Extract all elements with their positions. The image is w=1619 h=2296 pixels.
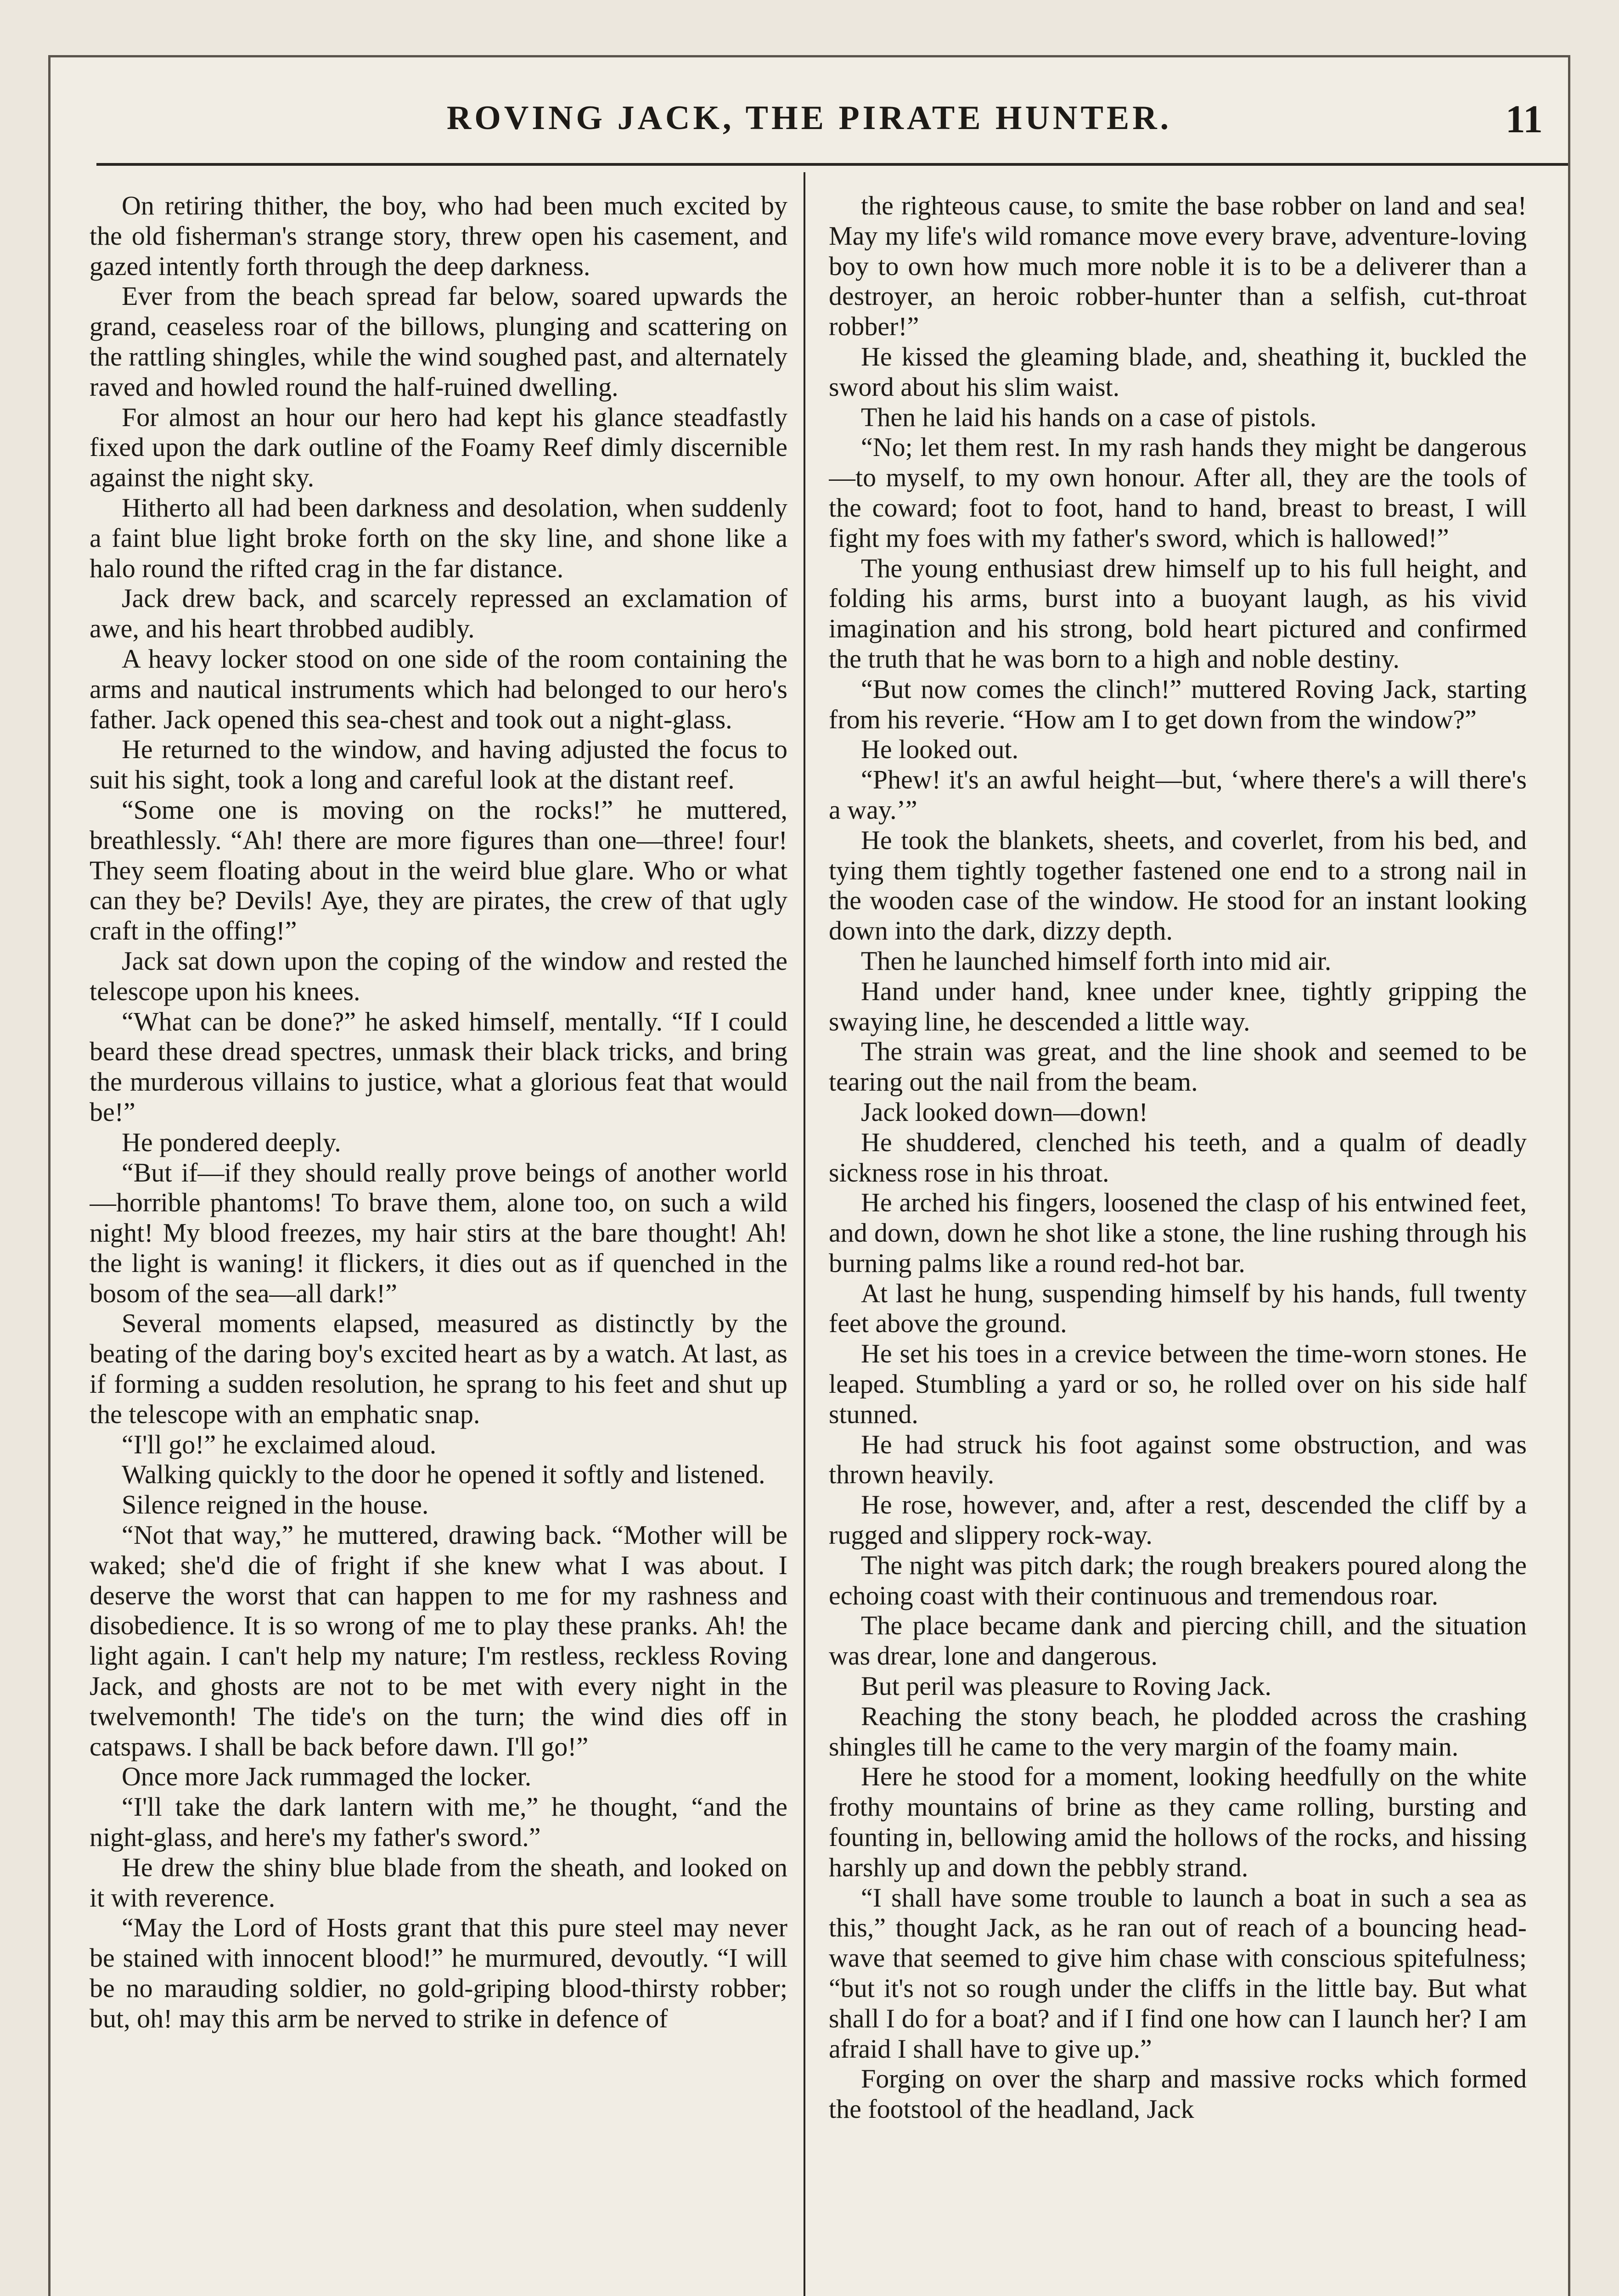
paragraph: “But now comes the clinch!” muttered Roving Jack, starting from his reverie. “How am I to get down from the window?” [829,674,1527,734]
paragraph: Forging on over the sharp and massive rocks which formed the footstool of the headland, Jack [829,2064,1527,2124]
paragraph: At last he hung, suspending himself by his hands, full twenty feet above the ground. [829,1278,1527,1339]
paragraph: He looked out. [861,734,1019,765]
paragraph: Reaching the stony beach, he plodded across the crashing shingles till he came to the very margin of the foamy main. [829,1701,1527,1761]
paragraph: Hand under hand, knee under knee, tightly gripping the swaying line, he descended a little way. [829,976,1527,1036]
paragraph: the righteous cause, to smite the base robber on land and sea! May my life's wild romance move every brave, adventure-loving boy to own how much more noble it is to be a deliverer than a destroyer, an heroic robber-hunter than a selfish, cut-throat robber!” [829,191,1527,342]
paragraph: He set his toes in a crevice between the time-worn stones. He leaped. Stumbling a yard or so, he rolled over on his side half stunned. [829,1339,1527,1429]
paragraph: Then he laid his hands on a case of pistols. [861,402,1317,432]
paragraph: Jack looked down—down! [861,1097,1148,1127]
paragraph: Once more Jack rummaged the locker. [122,1761,532,1792]
left-column [90,191,787,2296]
running-title: ROVING JACK, THE PIRATE HUNTER. [446,99,1172,137]
paragraph: Jack sat down upon the coping of the window and rested the telescope upon his knees. [90,945,787,1006]
paragraph: Then he launched himself forth into mid air. [861,945,1332,976]
paragraph: “Not that way,” he muttered, drawing back. “Mother will be waked; she'd die of fright if she knew what I was about. I deserve the worst that can happen to me for my rashness and disobedience. It is so wrong of me to play these pranks. Ah! the light again. I can't help my nature; I'm restless, reckless Roving Jack, and ghosts are not to be met with every night in the twelvemonth! The tide's on the turn; the wind dies off in catspaws. I shall be back before dawn. I'll go!” [90,1520,787,1761]
paragraph: The strain was great, and the line shook and seemed to be tearing out the nail from the beam. [829,1036,1527,1097]
paragraph: He shuddered, clenched his teeth, and a qualm of deadly sickness rose in his throat. [829,1127,1527,1187]
paragraph: He returned to the window, and having adjusted the focus to suit his sight, took a long and careful look at the distant reef. [90,734,787,795]
paragraph: “Phew! it's an awful height—but, ‘where there's a will there's a way.’” [829,765,1527,825]
paragraph: “But if—if they should really prove beings of another world—horrible phantoms! To brave them, alone too, on such a wild night! My blood freezes, my hair stirs at the bare thought! Ah! the light is waning! it flickers, it dies out as if quenched in the bosom of the sea—all dark!” [90,1157,787,1308]
paragraph: “No; let them rest. In my rash hands they might be dangerous—to myself, to my own honour. After all, they are the tools of the coward; foot to foot, hand to hand, breast to breast, I will fight my foes with my father's sword, which is hallowed!” [829,432,1527,553]
book-page [48,55,1570,2296]
paragraph: Jack drew back, and scarcely repressed an exclamation of awe, and his heart throbbed audibly. [90,583,787,644]
header-rule [96,163,1568,166]
paragraph: “Some one is moving on the rocks!” he muttered, breathlessly. “Ah! there are more figures than one—three! four! They seem floating about in the weird blue glare. Who or what can they be? Devils! Aye, they are pirates, the crew of that ugly craft in the offing!” [90,794,787,946]
paragraph: The place became dank and piercing chill, and the situation was drear, lone and dangerous. [829,1610,1527,1671]
paragraph: A heavy locker stood on one side of the room containing the arms and nautical instruments which had belonged to our hero's father. Jack opened this sea-chest and took out a night-glass. [90,643,787,734]
paragraph: For almost an hour our hero had kept his glance steadfastly fixed upon the dark outline of the Foamy Reef dimly discernible against the night sky. [90,402,787,493]
paragraph: On retiring thither, the boy, who had been much excited by the old fisherman's strange story, threw open his casement, and gazed intently forth through the deep darkness. [90,191,787,281]
paragraph: He arched his fingers, loosened the clasp of his entwined feet, and down, down he shot like a stone, the line rushing through his burning palms like a round red-hot bar. [829,1187,1527,1278]
paragraph: Several moments elapsed, measured as distinctly by the beating of the daring boy's excited heart as by a watch. At last, as if forming a sudden resolution, he sprang to his feet and shut up the telescope with an emphatic snap. [90,1308,787,1429]
page-header [51,99,1568,149]
paragraph: “I'll take the dark lantern with me,” he thought, “and the night-glass, and here's my father's sword.” [90,1792,787,1852]
paragraph: The young enthusiast drew himself up to his full height, and folding his arms, burst into a buoyant laugh, as his vivid imagination and his strong, bold heart pictured and confirmed the truth that he was born to a high and noble destiny. [829,553,1527,674]
column-divider [804,172,805,2296]
paragraph: But peril was pleasure to Roving Jack. [861,1671,1271,1701]
paragraph: “What can be done?” he asked himself, mentally. “If I could beard these dread spectres, unmask their black tricks, and bring the murderous villains to justice, what a glorious feat that would be!” [90,1006,787,1127]
paragraph: The night was pitch dark; the rough breakers poured along the echoing coast with their continuous and tremendous roar. [829,1550,1527,1610]
paragraph: Here he stood for a moment, looking heedfully on the white frothy mountains of brine as they came rolling, bursting and founting in, bellowing amid the hollows of the rocks, and hissing harshly up and down the pebbly strand. [829,1761,1527,1882]
paragraph: Ever from the beach spread far below, soared upwards the grand, ceaseless roar of the billows, plunging and scattering on the rattling shingles, while the wind soughed past, and alternately raved and howled round the half-ruined dwelling. [90,281,787,402]
paragraph: He took the blankets, sheets, and coverlet, from his bed, and tying them tightly together fastened one end to a strong nail in the wooden case of the window. He stood for an instant looking down into the dark, dizzy depth. [829,825,1527,946]
paragraph: Walking quickly to the door he opened it softly and listened. [122,1459,765,1490]
paragraph: He had struck his foot against some obstruction, and was thrown heavily. [829,1429,1527,1490]
page-number: 11 [1505,97,1543,141]
paragraph: Hitherto all had been darkness and desolation, when suddenly a faint blue light broke forth on the sky line, and shone like a halo round the rifted crag in the far distance. [90,492,787,583]
paragraph: He rose, however, and, after a rest, descended the cliff by a rugged and slippery rock-way. [829,1490,1527,1550]
paragraph: “I shall have some trouble to launch a boat in such a sea as this,” thought Jack, as he ran out of reach of a bouncing head-wave that seemed to give him chase with conscious spitefulness; “but it's not so rough under the cliffs in the little bay. But what shall I do for a boat? and if I find one how can I launch her? I am afraid I shall have to give up.” [829,1882,1527,2064]
paragraph: He pondered deeply. [122,1127,341,1157]
paragraph: “May the Lord of Hosts grant that this pure steel may never be stained with innocent blood!” he murmured, devoutly. “I will be no marauding soldier, no gold-griping blood-thirsty robber; but, oh! may this arm be nerved to strike in defence of [90,1913,787,2033]
paragraph: He kissed the gleaming blade, and, sheathing it, buckled the sword about his slim waist. [829,341,1527,402]
paragraph: He drew the shiny blue blade from the sheath, and looked on it with reverence. [90,1852,787,1913]
paragraph: Silence reigned in the house. [122,1490,429,1520]
paragraph: “I'll go!” he exclaimed aloud. [122,1429,437,1459]
right-column [829,191,1527,2296]
